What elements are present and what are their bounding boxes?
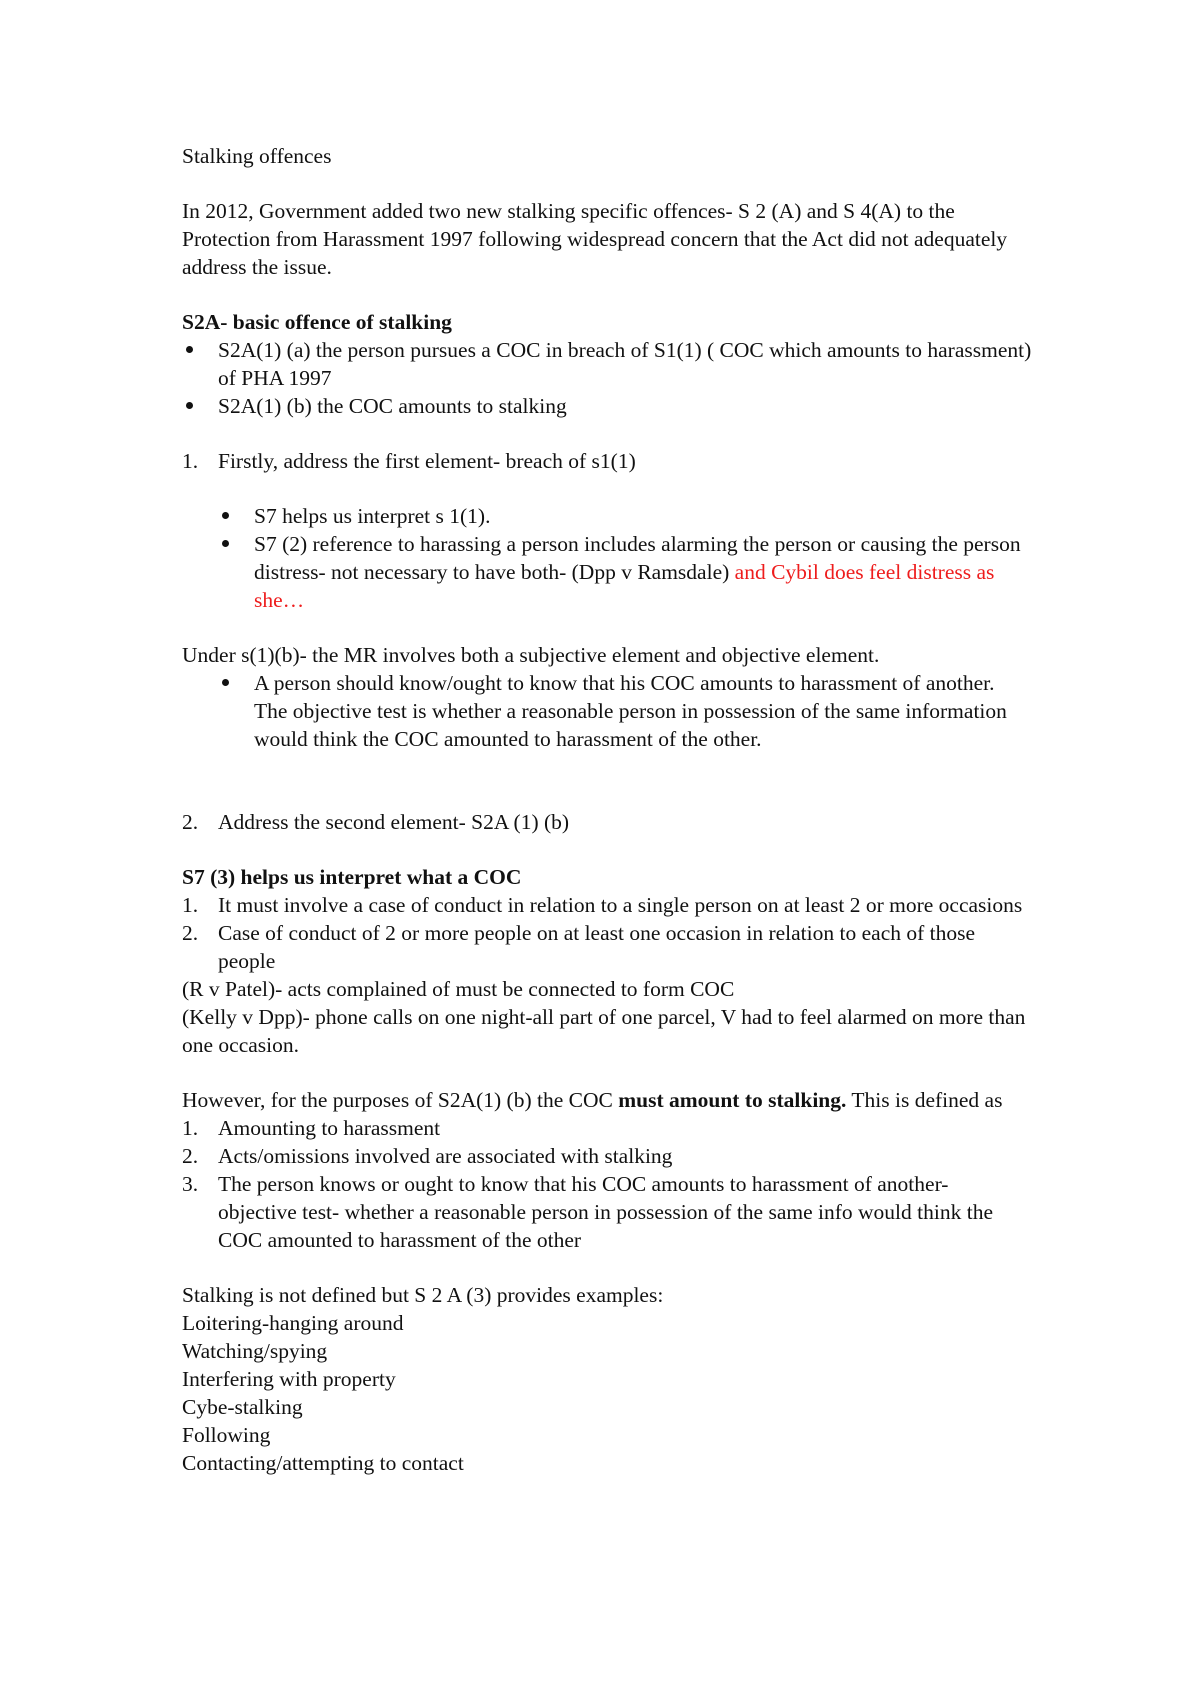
s2a-heading: S2A- basic offence of stalking	[182, 310, 452, 334]
list-number: 2.	[182, 810, 199, 834]
list-item	[182, 919, 1032, 975]
s7-2-text: S7 (2) reference to harassing a person includes alarming the person or causing the person distress- not necessary to have both- (Dpp v Ramsdale)	[254, 532, 1021, 584]
list-number: 1.	[182, 449, 199, 473]
list-item	[182, 1142, 1032, 1170]
example-item: Loitering-hanging around	[182, 1311, 404, 1335]
list-item-text: The person knows or ought to know that his COC amounts to harassment of another- objective test- whether a reasonable person in possession of the same info would think the COC amounted to harassment of the other	[218, 1172, 993, 1252]
s7-3-heading: S7 (3) helps us interpret what a COC	[182, 865, 522, 889]
s2a-bullet-list	[182, 336, 1032, 420]
example-item: Contacting/attempting to contact	[182, 1451, 464, 1475]
examples-intro: Stalking is not defined but S 2 A (3) provides examples:	[182, 1283, 664, 1307]
mr-bullet-list	[182, 669, 1032, 753]
list-item	[182, 1170, 1032, 1254]
case-kelly-v-dpp: (Kelly v Dpp)- phone calls on one night-all part of one parcel, V had to feel alarmed on more than one occasion.	[182, 1005, 1026, 1057]
case-r-v-patel: (R v Patel)- acts complained of must be connected to form COC	[182, 977, 735, 1001]
list-item	[182, 808, 1032, 836]
list-item	[182, 891, 1032, 919]
mr-paragraph: Under s(1)(b)- the MR involves both a subjective element and objective element.	[182, 643, 880, 667]
step-1-list	[182, 447, 1032, 475]
must-amount-emphasis: must amount to stalking.	[618, 1088, 847, 1112]
however-paragraph	[182, 1086, 1032, 1114]
example-item: Cybe-stalking	[182, 1395, 303, 1419]
cybil-distress-note: and Cybil does feel distress as she…	[254, 560, 995, 612]
list-number: 3.	[182, 1172, 199, 1196]
list-number: 1.	[182, 893, 199, 917]
list-item-text: Case of conduct of 2 or more people on at least one occasion in relation to each of those people	[218, 921, 976, 973]
example-item: Watching/spying	[182, 1339, 328, 1363]
list-item	[182, 447, 1032, 475]
list-item-text: It must involve a case of conduct in relation to a single person on at least 2 or more occasions	[218, 893, 1023, 917]
list-item-text: Firstly, address the first element- breach of s1(1)	[218, 449, 636, 473]
document-page	[182, 142, 1032, 1477]
coc-list	[182, 891, 1032, 975]
step-2-list	[182, 808, 1032, 836]
list-item: S2A(1) (a) the person pursues a COC in breach of S1(1) ( COC which amounts to harassment) of PHA 1997	[182, 336, 1032, 392]
s7-bullet-list	[182, 502, 1032, 614]
list-number: 2.	[182, 921, 199, 945]
intro-paragraph: In 2012, Government added two new stalking specific offences- S 2 (A) and S 4(A) to the Protection from Harassment 1997 following widespread concern that the Act did not adequately address the issue.	[182, 199, 1008, 279]
stalking-definition-list	[182, 1114, 1032, 1254]
however-text: However, for the purposes of S2A(1) (b) the COC	[182, 1088, 619, 1112]
however-text-end: This is defined as	[846, 1088, 1003, 1112]
list-number: 1.	[182, 1116, 199, 1140]
list-item-text: Amounting to harassment	[218, 1116, 441, 1140]
document-title: Stalking offences	[182, 144, 332, 168]
list-item	[182, 530, 1032, 614]
list-number: 2.	[182, 1144, 199, 1168]
list-item	[182, 1114, 1032, 1142]
example-item: Interfering with property	[182, 1367, 396, 1391]
list-item-text: Address the second element- S2A (1) (b)	[218, 810, 570, 834]
list-item: S7 helps us interpret s 1(1).	[182, 502, 1032, 530]
list-item-text: Acts/omissions involved are associated with stalking	[218, 1144, 673, 1168]
example-item: Following	[182, 1423, 271, 1447]
list-item: S2A(1) (b) the COC amounts to stalking	[182, 392, 1032, 420]
list-item: A person should know/ought to know that his COC amounts to harassment of another. The objective test is whether a reasonable person in possession of the same information would think the COC amounted to harassment of the other.	[182, 669, 1032, 753]
